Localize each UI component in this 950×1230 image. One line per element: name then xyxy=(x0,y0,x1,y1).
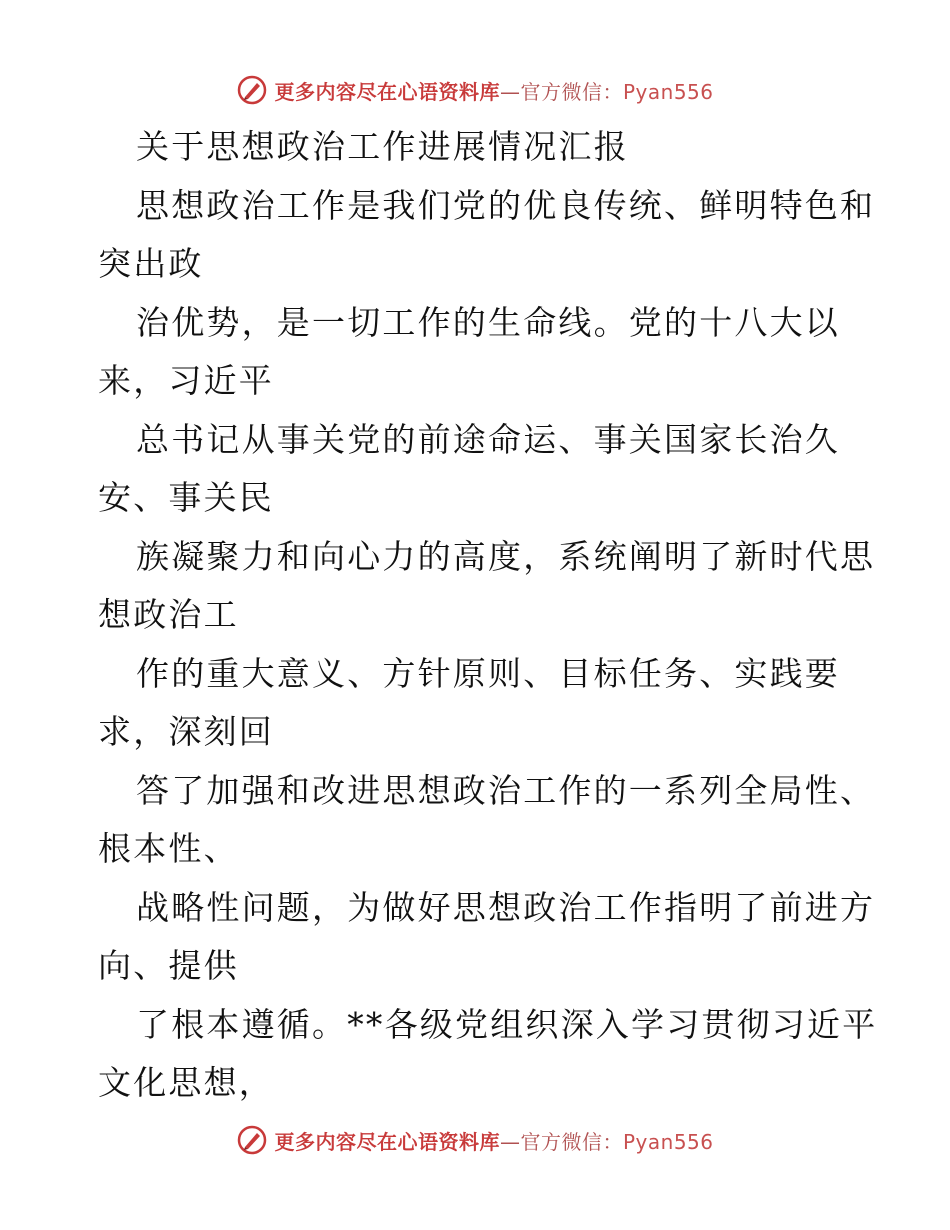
text-line: 作的重大意义、方针原则、目标任务、实践要 xyxy=(136,653,840,693)
text-line: 文化思想， xyxy=(98,1063,274,1102)
text-line: 思想政治工作是我们党的优良传统、鲜明特色和 xyxy=(136,185,876,225)
document-body xyxy=(98,118,878,1113)
watermark-dash: — xyxy=(499,79,521,104)
text-line: 突出政 xyxy=(98,244,204,283)
text-line: 治优势，是一切工作的生命线。党的十八大以 xyxy=(136,302,840,342)
text-line: 答了加强和改进思想政治工作的一系列全局性、 xyxy=(136,770,876,810)
watermark-site: 更多内容尽在心语资料库 xyxy=(274,1129,500,1154)
header-watermark xyxy=(0,70,950,110)
watermark-text xyxy=(274,1126,713,1155)
text-line: 战略性问题，为做好思想政治工作指明了前进方 xyxy=(136,887,876,927)
pen-logo-icon xyxy=(236,74,268,106)
document-title: 关于思想政治工作进展情况汇报 xyxy=(136,127,629,166)
watermark-dash: — xyxy=(499,1129,521,1154)
text-line: 根本性、 xyxy=(98,829,239,868)
pen-logo-icon xyxy=(236,1124,268,1156)
text-line: 想政治工 xyxy=(98,595,239,634)
watermark-wechat-id: Pyan556 xyxy=(622,1129,714,1154)
text-line: 了根本遵循。**各级党组织深入学习贯彻习近平 xyxy=(136,1004,878,1044)
watermark-site: 更多内容尽在心语资料库 xyxy=(274,79,500,104)
watermark-wechat-label: 官方微信： xyxy=(520,1129,623,1154)
text-line: 族凝聚力和向心力的高度，系统阐明了新时代思 xyxy=(136,536,876,576)
text-line: 求，深刻回 xyxy=(98,712,274,751)
footer-watermark xyxy=(0,1120,950,1160)
watermark-wechat-id: Pyan556 xyxy=(622,79,714,104)
watermark-text xyxy=(274,76,713,105)
text-line: 安、事关民 xyxy=(98,478,274,517)
text-line: 向、提供 xyxy=(98,946,239,985)
watermark-wechat-label: 官方微信： xyxy=(520,79,623,104)
text-line: 总书记从事关党的前途命运、事关国家长治久 xyxy=(136,419,840,459)
text-line: 来，习近平 xyxy=(98,361,274,400)
